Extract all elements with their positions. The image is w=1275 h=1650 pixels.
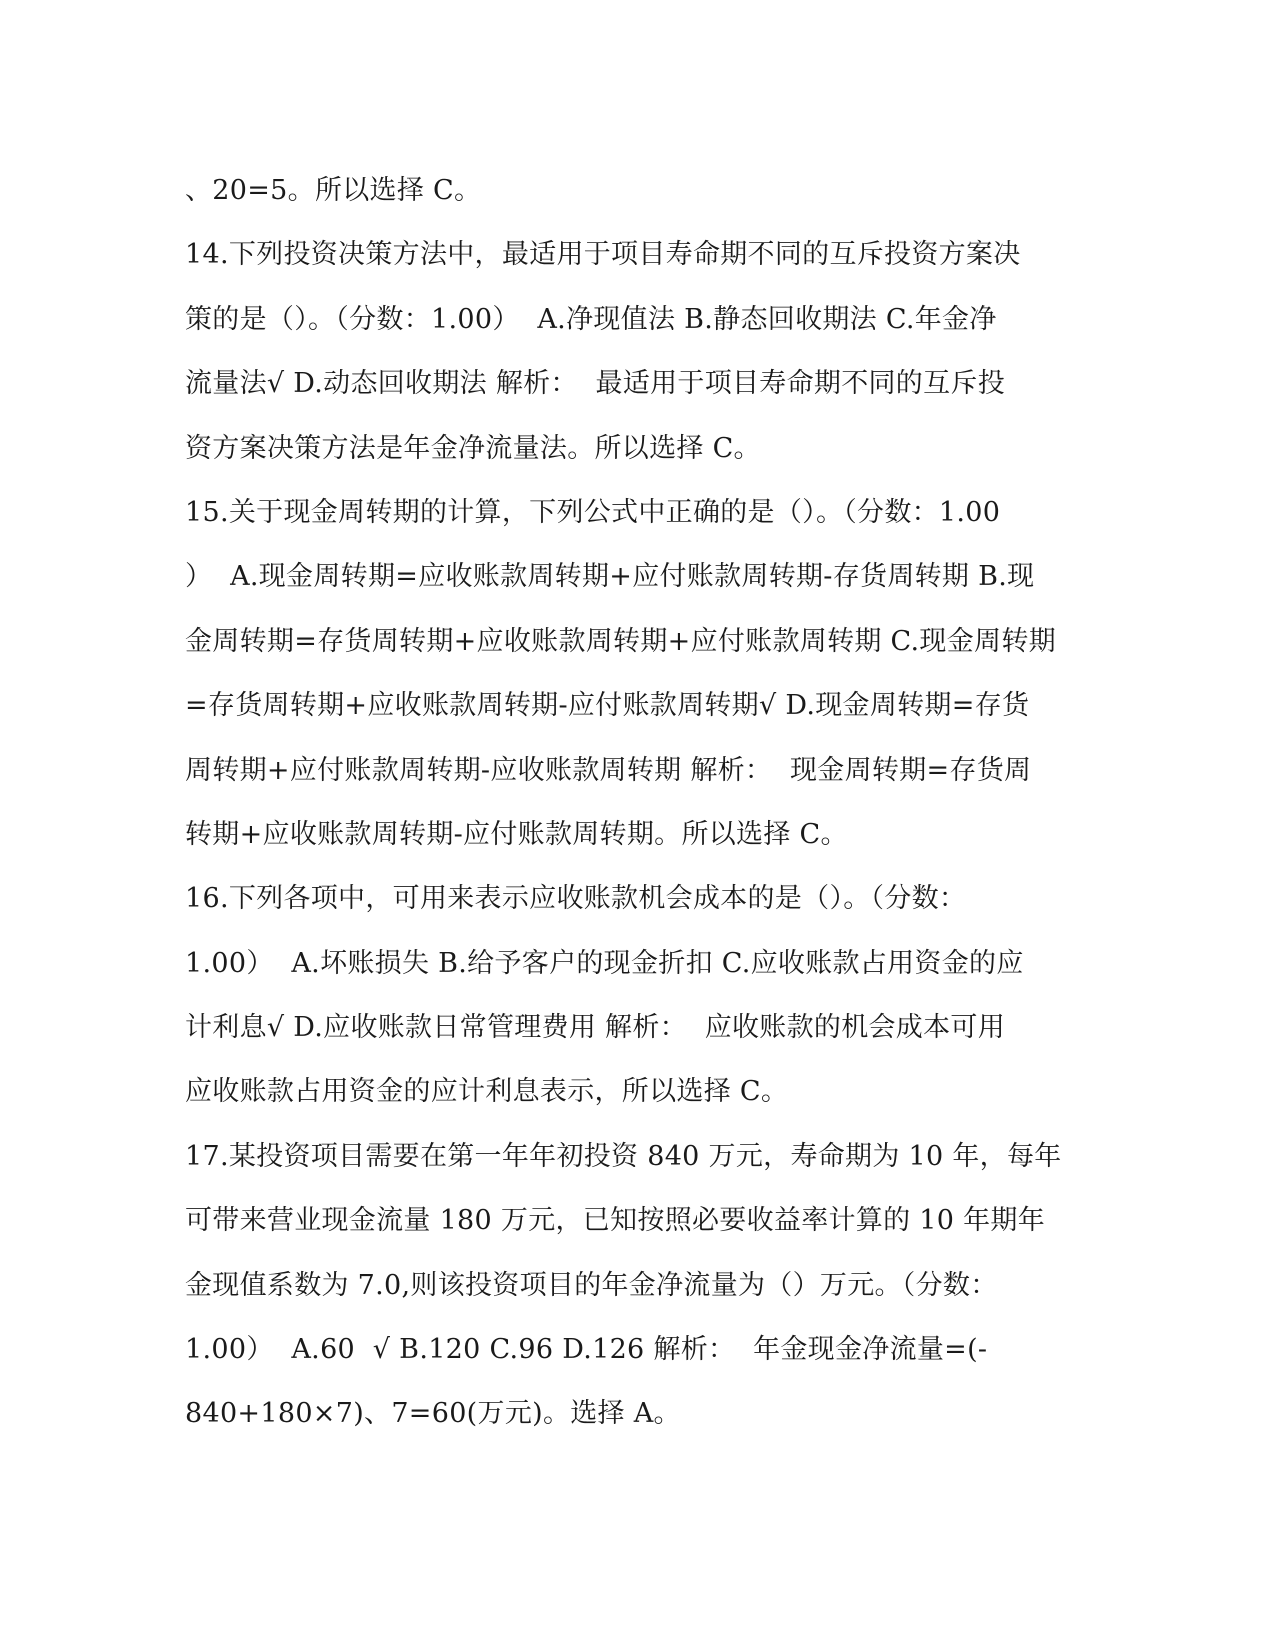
document-body [185, 159, 1085, 1447]
text-line: 应收账款占用资金的应计利息表示，所以选择 C。 [185, 1076, 789, 1108]
text-line: 可带来营业现金流量 180 万元，已知按照必要收益率计算的 10 年期年 [185, 1205, 1046, 1237]
text-line: 金现值系数为 7.0,则该投资项目的年金净流量为（）万元。（分数： [185, 1269, 998, 1301]
text-line: 策的是（）。（分数：1.00） A.净现值法 B.静态回收期法 C.年金净 [185, 303, 997, 335]
text-line: 17.某投资项目需要在第一年年初投资 840 万元，寿命期为 10 年，每年 [185, 1140, 1062, 1172]
text-line: ） A.现金周转期=应收账款周转期+应付账款周转期-存货周转期 B.现 [185, 561, 1035, 593]
text-line: 、20=5。所以选择 C。 [185, 175, 482, 206]
text-line: 资方案决策方法是年金净流量法。所以选择 C。 [185, 432, 761, 464]
text-line: 金周转期=存货周转期+应收账款周转期+应付账款周转期 C.现金周转期 [185, 625, 1056, 657]
text-line: 840+180×7)、7=60(万元)。选择 A。 [185, 1398, 681, 1430]
text-line: 转期+应收账款周转期-应付账款周转期。所以选择 C。 [185, 818, 848, 850]
text-line: 流量法√ D.动态回收期法 解析： 最适用于项目寿命期不同的互斥投 [185, 368, 1006, 400]
text-line: 14.下列投资决策方法中，最适用于项目寿命期不同的互斥投资方案决 [185, 239, 1021, 271]
text-line: 周转期+应付账款周转期-应收账款周转期 解析： 现金周转期=存货周 [185, 754, 1032, 786]
text-line: 1.00） A.60 √ B.120 C.96 D.126 解析： 年金现金净流量=(- [185, 1334, 988, 1366]
text-line: 1.00） A.坏账损失 B.给予客户的现金折扣 C.应收账款占用资金的应 [185, 947, 1024, 979]
text-line: 计利息√ D.应收账款日常管理费用 解析： 应收账款的机会成本可用 [185, 1012, 1006, 1044]
text-line: 16.下列各项中，可用来表示应收账款机会成本的是（）。（分数： [185, 883, 967, 915]
text-line: 15.关于现金周转期的计算，下列公式中正确的是（）。（分数：1.00 [185, 496, 1001, 528]
text-line: =存货周转期+应收账款周转期-应付账款周转期√ D.现金周转期=存货 [185, 690, 1030, 722]
